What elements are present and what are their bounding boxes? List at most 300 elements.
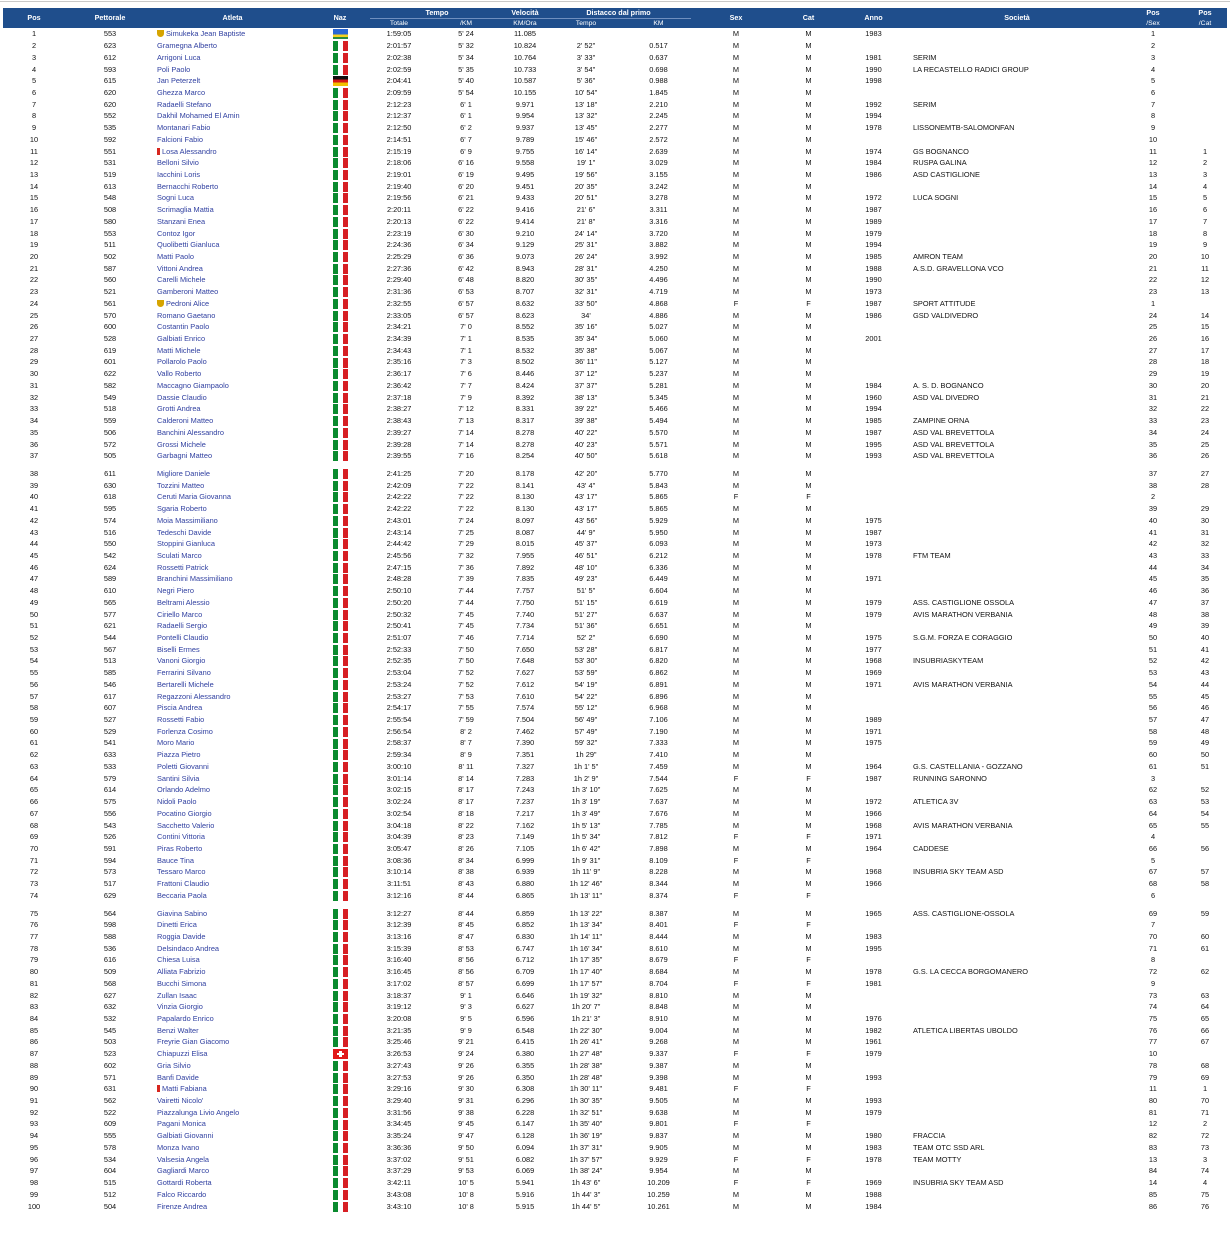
athlete-name-link[interactable] bbox=[155, 667, 310, 679]
athlete-name[interactable]: Grossi Michele bbox=[157, 439, 206, 449]
cell-total-time: 2:53:04 bbox=[386, 668, 412, 678]
cell-pos-sex: 51 bbox=[1148, 644, 1158, 654]
cell-pos-sex: 84 bbox=[1148, 1166, 1158, 1176]
table-row bbox=[3, 690, 1227, 702]
cell-speed: 7.390 bbox=[515, 738, 535, 748]
cell-pos: 88 bbox=[29, 1060, 39, 1070]
cell-pos-sex: 71 bbox=[1148, 943, 1158, 953]
athlete-name[interactable]: Banfi Davide bbox=[157, 1072, 199, 1082]
athlete-name[interactable]: Jan Peterzelt bbox=[157, 76, 201, 86]
athlete-name-link[interactable] bbox=[155, 262, 310, 274]
athlete-name-link[interactable] bbox=[155, 807, 310, 819]
athlete-name[interactable]: Dinetti Erica bbox=[157, 920, 197, 930]
athlete-name-link[interactable] bbox=[155, 450, 310, 462]
athlete-name-link[interactable] bbox=[155, 1071, 310, 1083]
col-societa[interactable]: Società bbox=[911, 8, 1123, 28]
cell-pace: 9' 26 bbox=[458, 1072, 474, 1082]
col-kmora[interactable]: KM/Ora bbox=[504, 19, 546, 29]
athlete-name-link[interactable] bbox=[155, 978, 310, 990]
cell-nationality bbox=[310, 931, 370, 943]
athlete-name[interactable]: Forlenza Cosimo bbox=[157, 726, 213, 736]
col-pettorale[interactable]: Pettorale bbox=[65, 8, 155, 28]
athlete-name-link[interactable] bbox=[155, 309, 310, 321]
athlete-name-link[interactable] bbox=[155, 714, 310, 726]
athlete-name[interactable]: Falco Riccardo bbox=[157, 1189, 207, 1199]
athlete-name-link[interactable] bbox=[155, 40, 310, 52]
athlete-name-link[interactable] bbox=[155, 1083, 310, 1095]
athlete-name-link[interactable] bbox=[155, 538, 310, 550]
athlete-name-link[interactable] bbox=[155, 1118, 310, 1130]
cell-pos: 93 bbox=[29, 1119, 39, 1129]
cell-gap-km: 8.109 bbox=[649, 855, 668, 865]
athlete-name[interactable]: Freyrie Gian Giacomo bbox=[157, 1037, 230, 1047]
athlete-name[interactable]: Piazzalunga Livio Angelo bbox=[157, 1107, 240, 1117]
cell-pos-cat bbox=[1183, 854, 1227, 866]
athlete-name-link[interactable] bbox=[155, 298, 310, 310]
cell-pace: 7' 52 bbox=[458, 679, 474, 689]
athlete-name-link[interactable] bbox=[155, 1153, 310, 1165]
cell-pos: 23 bbox=[29, 287, 39, 297]
athlete-name[interactable]: Simukeka Jean Baptiste bbox=[166, 29, 246, 39]
athlete-name[interactable]: Vittoni Andrea bbox=[157, 263, 203, 273]
athlete-name[interactable]: Zullan Isaac bbox=[157, 990, 197, 1000]
col-sex[interactable]: Sex bbox=[691, 8, 781, 28]
athlete-name[interactable]: Roggia Davide bbox=[157, 931, 206, 941]
athlete-name-link[interactable] bbox=[155, 438, 310, 450]
cell-pos-cat bbox=[1183, 978, 1227, 990]
cell-pos-sex: 56 bbox=[1148, 703, 1158, 713]
athlete-name-link[interactable] bbox=[155, 889, 310, 901]
athlete-name-link[interactable] bbox=[155, 368, 310, 380]
athlete-name-link[interactable] bbox=[155, 468, 310, 480]
col-naz[interactable]: Naz bbox=[310, 8, 370, 28]
athlete-name-link[interactable] bbox=[155, 51, 310, 63]
athlete-name-link[interactable] bbox=[155, 655, 310, 667]
athlete-name[interactable]: Bauce Tina bbox=[157, 855, 194, 865]
col-pos[interactable]: Pos bbox=[3, 8, 65, 28]
athlete-name-link[interactable] bbox=[155, 479, 310, 491]
athlete-name-link[interactable] bbox=[155, 843, 310, 855]
athlete-name-link[interactable] bbox=[155, 227, 310, 239]
cell-pos: 32 bbox=[29, 392, 39, 402]
athlete-name-link[interactable] bbox=[155, 878, 310, 890]
cell-pace: 7' 14 bbox=[458, 427, 474, 437]
athlete-name[interactable]: Delsindaco Andrea bbox=[157, 943, 220, 953]
athlete-name-link[interactable] bbox=[155, 403, 310, 415]
athlete-name[interactable]: Galbiati Enrico bbox=[157, 334, 206, 344]
cell-pos-cat: 51 bbox=[1200, 761, 1210, 771]
athlete-name-link[interactable] bbox=[155, 426, 310, 438]
cell-year: 1989 bbox=[865, 715, 882, 725]
table-row bbox=[3, 989, 1227, 1001]
athlete-name-link[interactable] bbox=[155, 122, 310, 134]
cell-pace: 7' 12 bbox=[458, 404, 474, 414]
athlete-name-link[interactable] bbox=[155, 204, 310, 216]
athlete-name[interactable]: Gottardi Roberta bbox=[157, 1178, 212, 1188]
athlete-name-link[interactable] bbox=[155, 1001, 310, 1013]
athlete-name-link[interactable] bbox=[155, 737, 310, 749]
athlete-name[interactable]: Maccagno Giampaolo bbox=[157, 380, 229, 390]
athlete-name[interactable]: Pollarolo Paolo bbox=[157, 357, 207, 367]
athlete-name-link[interactable] bbox=[155, 702, 310, 714]
col-tempo-km[interactable]: /KM bbox=[428, 19, 504, 29]
cell-nationality bbox=[310, 426, 370, 438]
athlete-name[interactable]: Vairetti Nicolo' bbox=[157, 1096, 204, 1106]
athlete-name-link[interactable] bbox=[155, 274, 310, 286]
cell-cat: M bbox=[805, 357, 812, 367]
athlete-name-link[interactable] bbox=[155, 333, 310, 345]
athlete-name-link[interactable] bbox=[155, 391, 310, 403]
athlete-name[interactable]: Arrigoni Luca bbox=[157, 52, 201, 62]
athlete-name-link[interactable] bbox=[155, 356, 310, 368]
athlete-name-link[interactable] bbox=[155, 608, 310, 620]
col-atleta[interactable]: Atleta bbox=[155, 8, 310, 28]
athlete-name[interactable]: Belloni Silvio bbox=[157, 158, 199, 168]
athlete-name-link[interactable] bbox=[155, 380, 310, 392]
athlete-name-link[interactable] bbox=[155, 784, 310, 796]
athlete-name[interactable]: Santini Silvia bbox=[157, 773, 200, 783]
athlete-name-link[interactable] bbox=[155, 989, 310, 1001]
cell-pos-cat: 38 bbox=[1200, 609, 1210, 619]
cell-team: AVIS MARATHON VERBANIA bbox=[913, 820, 1013, 830]
athlete-name[interactable]: Negri Piero bbox=[157, 586, 194, 596]
athlete-name-link[interactable] bbox=[155, 110, 310, 122]
athlete-name[interactable]: Orlando Adelmo bbox=[157, 785, 210, 795]
athlete-name-link[interactable] bbox=[155, 145, 310, 157]
table-row bbox=[3, 1001, 1227, 1013]
athlete-name-link[interactable] bbox=[155, 321, 310, 333]
col-pos-sex[interactable]: Pos bbox=[1123, 8, 1183, 19]
cell-speed: 8.015 bbox=[515, 539, 535, 549]
athlete-name[interactable]: Piazza Pietro bbox=[157, 750, 201, 760]
athlete-name[interactable]: Grotti Andrea bbox=[157, 404, 201, 414]
athlete-name[interactable]: Poletti Giovanni bbox=[157, 761, 209, 771]
athlete-name-link[interactable] bbox=[155, 772, 310, 784]
athlete-name[interactable]: Romano Gaetano bbox=[157, 310, 216, 320]
athlete-name[interactable]: Branchini Massimiliano bbox=[157, 574, 233, 584]
cell-pace: 8' 38 bbox=[458, 867, 474, 877]
athlete-name[interactable]: Costantin Paolo bbox=[157, 322, 210, 332]
athlete-name[interactable]: Dakhil Mohamed El Amin bbox=[157, 111, 240, 121]
athlete-name-link[interactable] bbox=[155, 63, 310, 75]
athlete-name-link[interactable] bbox=[155, 854, 310, 866]
athlete-name[interactable]: Gramegna Alberto bbox=[157, 41, 217, 51]
athlete-name[interactable]: Matti Fabiana bbox=[162, 1084, 207, 1094]
athlete-name-link[interactable] bbox=[155, 503, 310, 515]
athlete-name[interactable]: Vinzia Giorgio bbox=[157, 1002, 203, 1012]
athlete-name[interactable]: Bertarelli Michele bbox=[157, 679, 214, 689]
athlete-name[interactable]: Rossetti Fabio bbox=[157, 715, 205, 725]
cell-pos-sex: 49 bbox=[1148, 621, 1158, 631]
athlete-name[interactable]: Galbiati Giovanni bbox=[157, 1131, 214, 1141]
athlete-name[interactable]: Gria Silvio bbox=[157, 1060, 191, 1070]
athlete-name[interactable]: Quolibetti Gianluca bbox=[157, 240, 220, 250]
col-tempo-totale[interactable]: Totale bbox=[370, 19, 428, 29]
it-flag-icon bbox=[333, 440, 348, 450]
athlete-name[interactable]: Chiesa Luisa bbox=[157, 955, 200, 965]
cell-gap-km: 5.237 bbox=[649, 369, 668, 379]
athlete-name-link[interactable] bbox=[155, 931, 310, 943]
cell-gap-km: 2.210 bbox=[649, 99, 668, 109]
athlete-name-link[interactable] bbox=[155, 866, 310, 878]
athlete-name[interactable]: Chiapuzzi Elisa bbox=[157, 1049, 208, 1059]
table-row bbox=[3, 878, 1227, 890]
athlete-name-link[interactable] bbox=[155, 169, 310, 181]
athlete-name[interactable]: Sgaria Roberto bbox=[157, 504, 207, 514]
athlete-name-link[interactable] bbox=[155, 1060, 310, 1072]
athlete-name-link[interactable] bbox=[155, 87, 310, 99]
athlete-name[interactable]: Calderoni Matteo bbox=[157, 416, 214, 426]
athlete-name[interactable]: Piras Roberto bbox=[157, 843, 203, 853]
table-row bbox=[3, 854, 1227, 866]
athlete-name-link[interactable] bbox=[155, 415, 310, 427]
cell-total-time: 2:53:24 bbox=[386, 679, 412, 689]
cell-gap-time: 1h 28' 48" bbox=[569, 1072, 603, 1082]
athlete-name-link[interactable] bbox=[155, 1188, 310, 1200]
cell-year: 1995 bbox=[865, 439, 882, 449]
athlete-name[interactable]: Falcioni Fabio bbox=[157, 134, 204, 144]
athlete-name[interactable]: Tessaro Marco bbox=[157, 867, 206, 877]
athlete-name-link[interactable] bbox=[155, 1048, 310, 1060]
athlete-name[interactable]: Rossetti Patrick bbox=[157, 562, 209, 572]
athlete-name[interactable]: Tozzini Matteo bbox=[157, 480, 205, 490]
athlete-name[interactable]: Papalardo Enrico bbox=[157, 1014, 214, 1024]
cell-cat: F bbox=[806, 855, 811, 865]
athlete-name-link[interactable] bbox=[155, 907, 310, 919]
cell-pettorale: 509 bbox=[103, 967, 117, 977]
col-distacco-km[interactable]: KM bbox=[626, 19, 691, 29]
athlete-name[interactable]: Pontelli Claudio bbox=[157, 633, 209, 643]
athlete-name[interactable]: Scrimaglia Mattia bbox=[157, 205, 214, 215]
cell-speed: 6.415 bbox=[515, 1037, 535, 1047]
cell-pos-sex: 53 bbox=[1148, 668, 1158, 678]
athlete-name[interactable]: Stanzani Enea bbox=[157, 216, 206, 226]
cell-gap-time: 35' 34" bbox=[574, 334, 598, 344]
athlete-name[interactable]: Pedroni Alice bbox=[166, 298, 210, 308]
cell-speed: 8.087 bbox=[515, 527, 535, 537]
cell-cat: M bbox=[805, 1166, 812, 1176]
athlete-name[interactable]: Radaelli Stefano bbox=[157, 99, 212, 109]
athlete-name[interactable]: Contini Vittoria bbox=[157, 832, 205, 842]
cell-gap-km: 4.719 bbox=[649, 287, 668, 297]
athlete-name[interactable]: Pocatino Giorgio bbox=[157, 808, 212, 818]
athlete-name-link[interactable] bbox=[155, 954, 310, 966]
athlete-name[interactable]: Migliore Daniele bbox=[157, 468, 210, 478]
athlete-name-link[interactable] bbox=[155, 251, 310, 263]
athlete-name[interactable]: Beltrami Alessio bbox=[157, 597, 210, 607]
cell-pace: 10' 8 bbox=[458, 1189, 474, 1199]
athlete-name-link[interactable] bbox=[155, 344, 310, 356]
cell-pace: 6' 22 bbox=[458, 205, 474, 215]
athlete-name-link[interactable] bbox=[155, 1142, 310, 1154]
table-row bbox=[3, 262, 1227, 274]
athlete-name[interactable]: Firenze Andrea bbox=[157, 1201, 208, 1211]
athlete-name[interactable]: Gamberoni Matteo bbox=[157, 287, 219, 297]
athlete-name-link[interactable] bbox=[155, 643, 310, 655]
athlete-name[interactable]: Benzi Walter bbox=[157, 1025, 199, 1035]
athlete-name-link[interactable] bbox=[155, 75, 310, 87]
cell-team bbox=[911, 784, 1123, 796]
cell-year: 1985 bbox=[865, 252, 882, 262]
athlete-name-link[interactable] bbox=[155, 286, 310, 298]
athlete-name[interactable]: Montanari Fabio bbox=[157, 123, 211, 133]
athlete-name[interactable]: Garbagni Matteo bbox=[157, 451, 213, 461]
athlete-name[interactable]: Ciriello Marco bbox=[157, 609, 203, 619]
cell-total-time: 3:29:16 bbox=[386, 1084, 412, 1094]
athlete-name[interactable]: Vanoni Giorgio bbox=[157, 656, 206, 666]
cell-nationality bbox=[310, 942, 370, 954]
athlete-name[interactable]: Matti Michele bbox=[157, 345, 201, 355]
cell-pos: 48 bbox=[29, 586, 39, 596]
athlete-name-link[interactable] bbox=[155, 942, 310, 954]
athlete-name-link[interactable] bbox=[155, 690, 310, 702]
athlete-name[interactable]: Moro Mario bbox=[157, 738, 195, 748]
cell-sex: M bbox=[732, 1201, 740, 1211]
athlete-name-link[interactable] bbox=[155, 28, 310, 40]
athlete-name-link[interactable] bbox=[155, 725, 310, 737]
athlete-name-link[interactable] bbox=[155, 819, 310, 831]
athlete-name[interactable]: Ghezza Marco bbox=[157, 87, 206, 97]
athlete-name-link[interactable] bbox=[155, 573, 310, 585]
athlete-name[interactable]: Bucchi Simona bbox=[157, 978, 207, 988]
athlete-name[interactable]: Pagani Monica bbox=[157, 1119, 206, 1129]
athlete-name-link[interactable] bbox=[155, 1130, 310, 1142]
cell-pos: 39 bbox=[29, 480, 39, 490]
col-cat[interactable]: Cat bbox=[781, 8, 836, 28]
athlete-name-link[interactable] bbox=[155, 550, 310, 562]
cell-pos-sex: 58 bbox=[1148, 726, 1158, 736]
cell-speed: 7.612 bbox=[515, 679, 535, 689]
table-row bbox=[3, 667, 1227, 679]
athlete-name-link[interactable] bbox=[155, 1165, 310, 1177]
athlete-name-link[interactable] bbox=[155, 133, 310, 145]
athlete-name-link[interactable] bbox=[155, 1106, 310, 1118]
athlete-name[interactable]: Banchini Alessandro bbox=[157, 427, 224, 437]
athlete-name[interactable]: Losa Alessandro bbox=[162, 146, 217, 156]
athlete-name-link[interactable] bbox=[155, 180, 310, 192]
cell-gap-km: 8.810 bbox=[649, 990, 668, 1000]
athlete-name[interactable]: Nidoli Paolo bbox=[157, 797, 197, 807]
athlete-name-link[interactable] bbox=[155, 620, 310, 632]
cell-gap-time: 10' 54" bbox=[574, 87, 598, 97]
athlete-name[interactable]: Moia Massimiliano bbox=[157, 515, 218, 525]
athlete-name-link[interactable] bbox=[155, 1036, 310, 1048]
cell-pos-cat: 59 bbox=[1200, 908, 1210, 918]
athlete-name[interactable]: Giavina Sabino bbox=[157, 908, 208, 918]
athlete-name[interactable]: Radaelli Sergio bbox=[157, 621, 208, 631]
athlete-name[interactable]: Ferrarini Silvano bbox=[157, 668, 211, 678]
cell-pos: 85 bbox=[29, 1025, 39, 1035]
athlete-name[interactable]: Vallo Roberto bbox=[157, 369, 202, 379]
athlete-name-link[interactable] bbox=[155, 585, 310, 597]
col-distacco-tempo[interactable]: Tempo bbox=[546, 19, 626, 29]
athlete-name-link[interactable] bbox=[155, 561, 310, 573]
cell-total-time: 2:12:37 bbox=[386, 111, 412, 121]
cell-nationality bbox=[310, 772, 370, 784]
athlete-name[interactable]: Beccaria Paola bbox=[157, 890, 207, 900]
athlete-name-link[interactable] bbox=[155, 157, 310, 169]
cell-team: AMRON TEAM bbox=[913, 252, 963, 262]
athlete-name-link[interactable] bbox=[155, 1177, 310, 1189]
table-row bbox=[3, 843, 1227, 855]
athlete-name-link[interactable] bbox=[155, 239, 310, 251]
col-pos-cat[interactable]: Pos bbox=[1183, 8, 1227, 19]
athlete-name-link[interactable] bbox=[155, 1200, 310, 1212]
athlete-name-link[interactable] bbox=[155, 632, 310, 644]
athlete-name[interactable]: Tedeschi Davide bbox=[157, 527, 212, 537]
athlete-name[interactable]: Piscia Andrea bbox=[157, 703, 203, 713]
athlete-name-link[interactable] bbox=[155, 749, 310, 761]
athlete-name-link[interactable] bbox=[155, 1024, 310, 1036]
athlete-name[interactable]: Regazzoni Alessandro bbox=[157, 691, 231, 701]
athlete-name-link[interactable] bbox=[155, 526, 310, 538]
athlete-name[interactable]: Biselli Ermes bbox=[157, 644, 200, 654]
athlete-name-link[interactable] bbox=[155, 98, 310, 110]
athlete-name[interactable]: Matti Paolo bbox=[157, 252, 194, 262]
athlete-name-link[interactable] bbox=[155, 491, 310, 503]
cell-pos-cat: 31 bbox=[1200, 527, 1210, 537]
cell-pos-sex: 1 bbox=[1150, 298, 1156, 308]
athlete-name-link[interactable] bbox=[155, 679, 310, 691]
athlete-name-link[interactable] bbox=[155, 831, 310, 843]
athlete-name-link[interactable] bbox=[155, 1095, 310, 1107]
athlete-name-link[interactable] bbox=[155, 1013, 310, 1025]
cell-pettorale: 618 bbox=[103, 492, 117, 502]
cell-year bbox=[836, 954, 911, 966]
athlete-name[interactable]: Ceruti Maria Giovanna bbox=[157, 492, 231, 502]
athlete-name[interactable]: Gagliardi Marco bbox=[157, 1166, 210, 1176]
table-row bbox=[3, 344, 1227, 356]
athlete-name[interactable]: Contoz Igor bbox=[157, 228, 196, 238]
cell-speed: 8.278 bbox=[515, 439, 535, 449]
athlete-name-link[interactable] bbox=[155, 192, 310, 204]
athlete-name[interactable]: Poli Paolo bbox=[157, 64, 191, 74]
cell-pettorale: 624 bbox=[103, 562, 117, 572]
athlete-name[interactable]: Alliata Fabrizio bbox=[157, 967, 206, 977]
athlete-name-link[interactable] bbox=[155, 761, 310, 773]
cell-gap-time: 39' 38" bbox=[574, 416, 598, 426]
cell-speed: 8.392 bbox=[515, 392, 535, 402]
cell-total-time: 2:43:01 bbox=[386, 515, 412, 525]
athlete-name[interactable]: Sogni Luca bbox=[157, 193, 194, 203]
athlete-name-link[interactable] bbox=[155, 597, 310, 609]
athlete-name-link[interactable] bbox=[155, 514, 310, 526]
cell-speed: 7.734 bbox=[515, 621, 535, 631]
athlete-name[interactable]: Carelli Michele bbox=[157, 275, 206, 285]
athlete-name[interactable]: Iacchini Loris bbox=[157, 169, 201, 179]
cell-pos-sex: 5 bbox=[1150, 76, 1156, 86]
cell-sex: M bbox=[732, 621, 740, 631]
athlete-name[interactable]: Bernacchi Roberto bbox=[157, 181, 219, 191]
athlete-name[interactable]: Stoppini Gianluca bbox=[157, 539, 215, 549]
athlete-name[interactable]: Dassie Claudio bbox=[157, 392, 207, 402]
table-row bbox=[3, 643, 1227, 655]
athlete-name[interactable]: Sacchetto Valerio bbox=[157, 820, 215, 830]
athlete-name-link[interactable] bbox=[155, 966, 310, 978]
athlete-name[interactable]: Sculati Marco bbox=[157, 550, 202, 560]
athlete-name[interactable]: Monza Ivano bbox=[157, 1142, 200, 1152]
athlete-name-link[interactable] bbox=[155, 919, 310, 931]
cell-speed: 8.552 bbox=[515, 322, 535, 332]
cell-year bbox=[836, 479, 911, 491]
it-flag-icon bbox=[333, 100, 348, 110]
athlete-name[interactable]: Frattoni Claudio bbox=[157, 879, 210, 889]
cell-pos-sex: 47 bbox=[1148, 597, 1158, 607]
athlete-name-link[interactable] bbox=[155, 216, 310, 228]
athlete-name[interactable]: Valsesia Angela bbox=[157, 1154, 210, 1164]
col-anno[interactable]: Anno bbox=[836, 8, 911, 28]
athlete-name-link[interactable] bbox=[155, 796, 310, 808]
